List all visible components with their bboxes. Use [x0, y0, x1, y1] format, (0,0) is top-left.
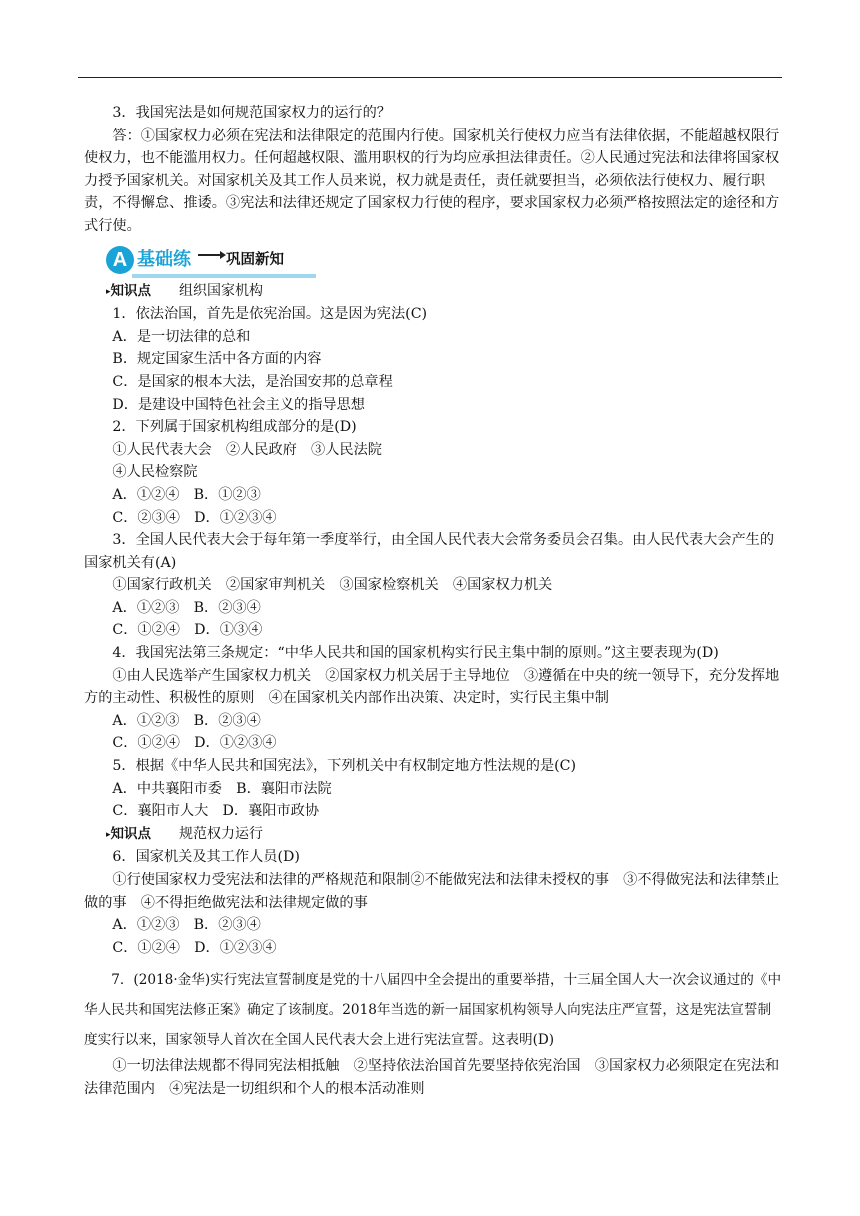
- option-q1-c: C．是国家的根本大法，是治国安邦的总章程: [112, 373, 393, 390]
- section-banner: [106, 244, 316, 278]
- q2-options-1: A．①②④ B．①②③: [112, 486, 261, 503]
- q2-items-1: ①人民代表大会 ②人民政府 ③人民法院: [112, 441, 382, 458]
- knowledge-point-label: 知识点: [110, 825, 152, 842]
- line-q1: 1．依法治国，首先是依宪治国。这是因为宪法(C): [112, 306, 428, 323]
- q6-options-2: C．①②④ D．①②③④: [112, 939, 277, 956]
- banner-letter-badge: A: [106, 246, 134, 274]
- banner-underline: [132, 274, 316, 278]
- line-q4: 4．我国宪法第三条规定：“中华人民共和国的国家机构实行民主集中制的原则。”这主要表现为(D): [112, 645, 719, 662]
- q2-items-2: ④人民检察院: [112, 464, 198, 481]
- q3-options-1: A．①②③ B．②③④: [112, 599, 261, 616]
- triangle-icon: ▸: [106, 829, 111, 840]
- knowledge-point-1: [84, 280, 782, 304]
- knowledge-point-label: 知识点: [110, 282, 152, 299]
- q6-items: ①行使国家权力受宪法和法律的严格规范和限制②不能做宪法和法律未授权的事 ③不得做宪法和法律禁止做的事 ④不得拒绝做宪法和法律规定做的事: [84, 872, 780, 911]
- q5-options-2: C．襄阳市人大 D．襄阳市政协: [112, 803, 320, 820]
- knowledge-point-2: [84, 823, 782, 847]
- knowledge-point-topic: 组织国家机构: [179, 282, 264, 299]
- q4-options-2: C．①②④ D．①②③④: [112, 735, 277, 752]
- q5-options-1: A．中共襄阳市委 B．襄阳市法院: [112, 780, 332, 797]
- line-q5: 5．根据《中华人民共和国宪法》，下列机关中有权制定地方性法规的是(C): [112, 758, 577, 775]
- q6-options-1: A．①②③ B．②③④: [112, 917, 261, 934]
- question-3-title: 3．我国宪法是如何规范国家权力的运行的？: [112, 105, 391, 121]
- q7-items: ①一切法律法规都不得同宪法相抵触 ②坚持依法治国首先要坚持依宪治国 ③国家权力必须限定在宪法和法律范围内 ④宪法是一切组织和个人的根本活动准则: [84, 1058, 780, 1097]
- q4-items: ①由人民选举产生国家权力机关 ②国家权力机关居于主导地位 ③遵循在中央的统一领导下，充分发挥地方的主动性、积极性的原则 ④在国家机关内部作出决策、决定时，实行民主集中制: [84, 667, 780, 707]
- question-3-answer: 答：①国家权力必须在宪法和法律限定的范围内行使。国家机关行使权力应当有法律依据，不能超越权限行使权力，也不能滥用权力。任何超越权限、滥用职权的行为均应承担法律责任。②人民通过宪法和法律将国家权力授予国家机关。对国家机关及其工作人员来说，权力就是责任，责任就要担当，必须依法行使权力、履行职责，不得懈怠、推诿。③宪法和法律还规定了国家权力行使的程序，要求国家权力必须严格按照法定的途径和方式行使。: [84, 127, 780, 234]
- q3-items: ①国家行政机关 ②国家审判机关 ③国家检察机关 ④国家权力机关: [112, 577, 553, 594]
- page-content: [84, 102, 782, 1101]
- knowledge-point-topic: 规范权力运行: [179, 825, 264, 842]
- line-q2: 2．下列属于国家机构组成部分的是(D): [112, 419, 357, 436]
- banner-subtitle: 巩固新知: [226, 251, 284, 268]
- line-q3: 3．全国人民代表大会于每年第一季度举行，由全国人民代表大会常务委员会召集。由人民代表大会产生的国家机关有(A): [84, 532, 775, 571]
- q3-options-2: C．①②④ D．①③④: [112, 622, 263, 639]
- header-rule: [78, 77, 782, 78]
- option-q1-d: D．是建设中国特色社会主义的指导思想: [112, 396, 365, 413]
- option-q1-b: B．规定国家生活中各方面的内容: [112, 351, 322, 368]
- triangle-icon: ▸: [106, 286, 111, 297]
- line-q7: 7．(2018·金华)实行宪法宣誓制度是党的十八届四中全会提出的重要举措，十三届全国人大一次会议通过的《中华人民共和国宪法修正案》确定了该制度。2018年当选的新一届国家机构领导人向宪法庄严宣誓，这是宪法宣誓制度实行以来，国家领导人首次在全国人民代表大会上进行宪法宣誓。这表明(D): [84, 972, 782, 1049]
- option-q1-a: A．是一切法律的总和: [112, 328, 251, 345]
- line-q6: 6．国家机关及其工作人员(D): [112, 849, 300, 866]
- q2-options-2: C．②③④ D．①②③④: [112, 509, 277, 526]
- q4-options-1: A．①②③ B．②③④: [112, 712, 261, 729]
- arrow-icon: [198, 254, 222, 256]
- banner-title: 基础练: [137, 248, 191, 270]
